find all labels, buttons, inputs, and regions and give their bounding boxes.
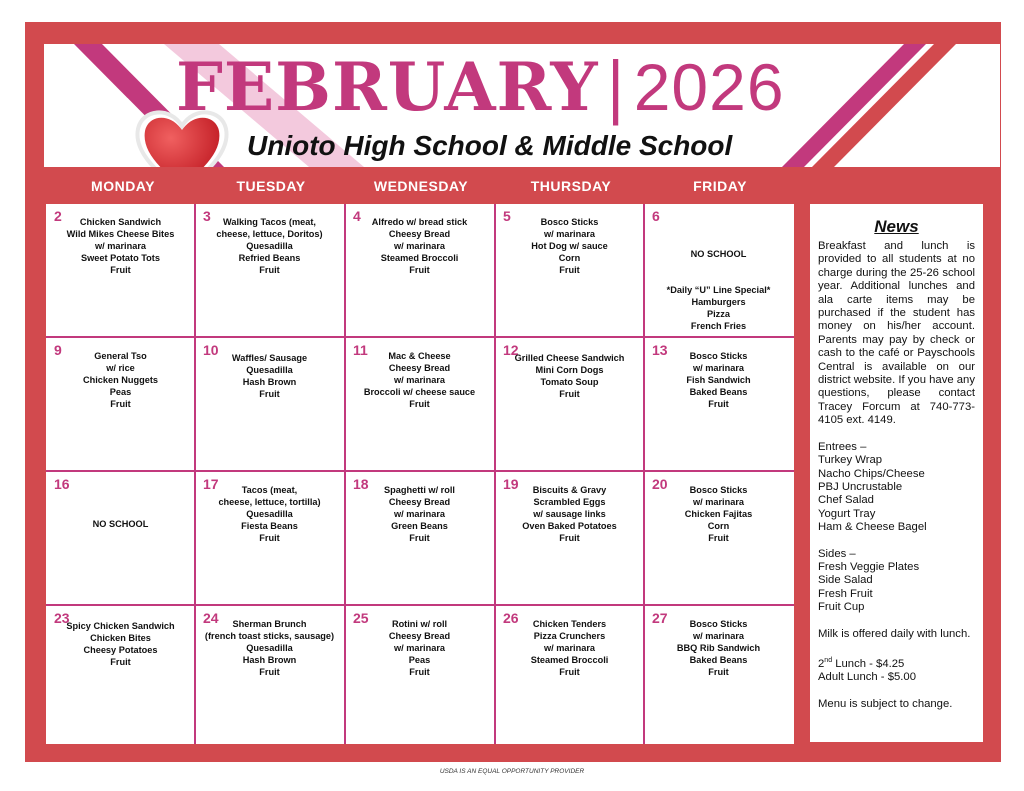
menu-item: Quesadilla <box>246 241 293 251</box>
menu-item: Fruit <box>708 533 729 543</box>
menu-item: Fruit <box>110 399 131 409</box>
menu-item: Bosco Sticks <box>689 619 748 629</box>
menu-item: Corn <box>707 521 730 531</box>
calendar-day-cell <box>46 472 195 606</box>
menu-item: Fruit <box>409 265 430 275</box>
calendar-day-cell <box>495 472 644 606</box>
day-number: 9 <box>54 342 62 358</box>
page-title <box>176 48 785 126</box>
day-number: 5 <box>503 208 511 224</box>
menu-items <box>46 620 195 668</box>
menu-item: Grilled Cheese Sandwich <box>514 353 625 363</box>
menu-item: Fruit <box>559 667 580 677</box>
calendar-day-cell <box>644 472 793 606</box>
menu-item: Fruit <box>110 657 131 667</box>
menu-item: w/ marinara <box>393 241 446 251</box>
menu-item: Peas <box>109 387 132 397</box>
grid-divider <box>643 204 645 744</box>
menu-item: Cheesy Bread <box>388 497 451 507</box>
menu-item: w/ rice <box>106 363 135 373</box>
menu-item: French Fries <box>690 321 747 331</box>
menu-item: Scrambled Eggs <box>533 497 606 507</box>
calendar-day-cell <box>345 204 494 338</box>
menu-item: Fruit <box>559 533 580 543</box>
menu-item: Chicken Tenders <box>532 619 607 629</box>
menu-item: Hash Brown <box>242 655 297 665</box>
menu-item: Green Beans <box>391 521 448 531</box>
sides-heading: Sides – <box>818 547 856 560</box>
day-number: 4 <box>353 208 361 224</box>
calendar-day-cell <box>495 606 644 740</box>
menu-item: Chicken Bites <box>90 633 151 643</box>
calendar-day-cell <box>644 606 793 740</box>
day-number: 2 <box>54 208 62 224</box>
menu-item: Waffles/ Sausage <box>231 353 308 363</box>
entree-item: Chef Salad <box>818 494 874 507</box>
menu-items <box>495 216 644 276</box>
menu-items <box>495 484 644 544</box>
milk-note: Milk is offered daily with lunch. <box>818 627 971 640</box>
grid-divider <box>194 204 196 744</box>
calendar-day-cell <box>46 204 195 338</box>
menu-item: Broccoli w/ cheese sauce <box>363 387 476 397</box>
menu-item: w/ marinara <box>692 631 745 641</box>
day-header-tuesday: TUESDAY <box>236 178 306 194</box>
entree-item: Yogurt Tray <box>818 507 876 520</box>
menu-items <box>195 484 344 544</box>
menu-item: Hash Brown <box>242 377 297 387</box>
menu-item: NO SCHOOL <box>92 519 149 529</box>
grid-divider <box>344 204 346 744</box>
calendar-day-cell <box>195 606 344 740</box>
menu-item: Rotini w/ roll <box>391 619 448 629</box>
menu-item: Fruit <box>259 667 280 677</box>
side-item: Fresh Veggie Plates <box>818 560 920 573</box>
day-number: 19 <box>503 476 519 492</box>
menu-item: Peas <box>408 655 431 665</box>
calendar-day-cell <box>195 338 344 472</box>
menu-item: NO SCHOOL <box>690 249 747 259</box>
day-header-wednesday: WEDNESDAY <box>373 178 469 194</box>
school-name: Unioto High School & Middle School <box>247 130 733 161</box>
calendar-day-cell <box>345 606 494 740</box>
menu-items <box>46 350 195 410</box>
grid-divider <box>46 470 794 472</box>
calendar-day-cell <box>345 338 494 472</box>
calendar-day-cell <box>195 204 344 338</box>
menu-item: Hamburgers <box>691 297 746 307</box>
menu-item: Fruit <box>409 533 430 543</box>
month-title: FEBRUARY <box>176 48 599 126</box>
menu-item: w/ marinara <box>692 363 745 373</box>
menu-item: Quesadilla <box>246 643 293 653</box>
menu-item: Walking Tacos (meat, <box>223 217 316 227</box>
menu-items <box>644 248 793 332</box>
menu-items <box>345 350 494 410</box>
menu-item: General Tso <box>94 351 147 361</box>
menu-item: Biscuits & Gravy <box>532 485 607 495</box>
menu-item: Quesadilla <box>246 365 293 375</box>
menu-item: w/ sausage links <box>533 509 606 519</box>
menu-item: Quesadilla <box>246 509 293 519</box>
menu-item <box>644 260 793 272</box>
calendar-day-cell <box>195 472 344 606</box>
menu-item: Wild Mikes Cheese Bites <box>66 229 175 239</box>
menu-change-note: Menu is subject to change. <box>818 697 953 710</box>
day-number: 17 <box>203 476 219 492</box>
menu-items <box>345 618 494 678</box>
menu-item: cheese, lettuce, Doritos) <box>216 229 323 239</box>
menu-item: w/ marinara <box>393 509 446 519</box>
menu-item: Sherman Brunch <box>232 619 307 629</box>
menu-item: Fruit <box>110 265 131 275</box>
menu-item: Steamed Broccoli <box>530 655 609 665</box>
menu-item: Oven Baked Potatoes <box>522 521 617 531</box>
day-number: 11 <box>353 342 368 358</box>
calendar-grid <box>46 204 794 744</box>
grid-divider <box>46 336 794 338</box>
menu-item: cheese, lettuce, tortilla) <box>218 497 321 507</box>
day-number: 23 <box>54 610 70 626</box>
menu-item: Sweet Potato Tots <box>81 253 160 263</box>
menu-item: Fiesta Beans <box>241 521 298 531</box>
entree-item: Turkey Wrap <box>818 454 883 467</box>
menu-item: Corn <box>558 253 581 263</box>
calendar-day-cell <box>345 472 494 606</box>
footer-notice: USDA IS AN EQUAL OPPORTUNITY PROVIDER <box>439 768 585 775</box>
menu-item: Cheesy Potatoes <box>83 645 158 655</box>
menu-items <box>495 618 644 678</box>
menu-items <box>46 518 195 530</box>
menu-item: Fruit <box>708 399 729 409</box>
menu-item: Cheesy Bread <box>388 229 451 239</box>
menu-items <box>644 484 793 544</box>
day-number: 12 <box>503 342 519 358</box>
menu-item: Chicken Fajitas <box>684 509 753 519</box>
day-header-friday: FRIDAY <box>693 178 747 194</box>
day-number: 26 <box>503 610 519 626</box>
menu-item: Tomato Soup <box>540 377 599 387</box>
calendar-day-cell <box>46 338 195 472</box>
menu-item: Bosco Sticks <box>689 485 748 495</box>
grid-divider <box>494 204 496 744</box>
calendar-day-cell <box>644 338 793 472</box>
day-number: 25 <box>353 610 369 626</box>
side-item: Fruit Cup <box>818 601 865 614</box>
title-divider: | <box>604 49 628 126</box>
calendar-day-cell <box>495 338 644 472</box>
menu-item: Fruit <box>559 389 580 399</box>
side-item: Side Salad <box>818 574 873 587</box>
day-header-monday: MONDAY <box>91 178 155 194</box>
adult-lunch-price: Adult Lunch - $5.00 <box>818 671 916 684</box>
entree-item: Nacho Chips/Cheese <box>818 467 925 480</box>
menu-items <box>195 618 344 678</box>
menu-item: Bosco Sticks <box>540 217 599 227</box>
menu-items <box>345 484 494 544</box>
menu-items <box>644 618 793 678</box>
menu-item: w/ marinara <box>692 497 745 507</box>
news-panel <box>810 204 983 742</box>
menu-items <box>46 216 195 276</box>
menu-item: Pizza <box>707 309 730 319</box>
year-title: 2026 <box>633 50 785 124</box>
menu-item: Mac & Cheese <box>388 351 451 361</box>
menu-item: w/ marinara <box>393 643 446 653</box>
menu-item <box>644 272 793 284</box>
menu-items <box>345 216 494 276</box>
menu-item: Fruit <box>708 667 729 677</box>
menu-item: Fish Sandwich <box>686 375 751 385</box>
calendar-day-cell <box>46 606 195 740</box>
side-item: Fresh Fruit <box>818 587 873 600</box>
day-header-thursday: THURSDAY <box>530 178 612 194</box>
menu-item: (french toast sticks, sausage) <box>204 631 335 641</box>
menu-item: Spicy Chicken Sandwich <box>66 621 175 631</box>
menu-item: Fruit <box>409 399 430 409</box>
menu-item: Mini Corn Dogs <box>535 365 604 375</box>
menu-items <box>495 352 644 400</box>
day-number: 20 <box>652 476 668 492</box>
menu-items <box>195 352 344 400</box>
menu-item: Chicken Sandwich <box>79 217 162 227</box>
menu-item: Cheesy Bread <box>388 363 451 373</box>
menu-item: Fruit <box>259 533 280 543</box>
menu-item: Bosco Sticks <box>689 351 748 361</box>
menu-item: Fruit <box>409 667 430 677</box>
menu-item: w/ marinara <box>543 229 596 239</box>
menu-item: Chicken Nuggets <box>82 375 159 385</box>
menu-item: Tacos (meat, <box>241 485 298 495</box>
entree-item: PBJ Uncrustable <box>818 480 903 493</box>
menu-item: Cheesy Bread <box>388 631 451 641</box>
menu-item: w/ marinara <box>94 241 147 251</box>
day-number: 16 <box>54 476 70 492</box>
menu-item: Baked Beans <box>689 655 748 665</box>
news-intro: Breakfast and lunch is provided to all students at no charge during the 25-26 school year. Additional lunches and ala carte items may be purchased if the student has money on his/her account. Parents may pay by check or cash to the café or Payschools Central is available on our district website. If you have any questions, please contact Tracey Forcum at 740-773-4105 ext. 4149. <box>818 240 975 427</box>
calendar-day-cell <box>495 204 644 338</box>
day-number: 6 <box>652 208 660 224</box>
menu-item: Alfredo w/ bread stick <box>371 217 468 227</box>
entree-item: Ham & Cheese Bagel <box>818 521 927 534</box>
calendar-day-cell <box>644 204 793 338</box>
menu-item: Pizza Crunchers <box>533 631 606 641</box>
menu-items <box>195 216 344 276</box>
second-lunch-price: 2nd Lunch - $4.25 <box>818 656 905 670</box>
menu-items <box>644 350 793 410</box>
entrees-heading: Entrees – <box>818 440 867 453</box>
menu-item: w/ marinara <box>393 375 446 385</box>
menu-item: Refried Beans <box>238 253 301 263</box>
news-title: News <box>874 217 919 236</box>
menu-item: Hot Dog w/ sauce <box>531 241 608 251</box>
menu-item: Spaghetti w/ roll <box>384 485 455 495</box>
day-number: 3 <box>203 208 211 224</box>
day-number: 13 <box>652 342 668 358</box>
menu-item: w/ marinara <box>543 643 596 653</box>
grid-divider <box>46 604 794 606</box>
menu-item: Baked Beans <box>689 387 748 397</box>
menu-item: Fruit <box>259 265 280 275</box>
menu-item: Fruit <box>559 265 580 275</box>
day-number: 27 <box>652 610 668 626</box>
day-number: 18 <box>353 476 369 492</box>
menu-item: *Daily “U” Line Special* <box>666 285 771 295</box>
menu-item: BBQ Rib Sandwich <box>676 643 761 653</box>
day-number: 10 <box>203 342 219 358</box>
menu-item: Steamed Broccoli <box>380 253 459 263</box>
menu-item: Fruit <box>259 389 280 399</box>
day-number: 24 <box>203 610 219 626</box>
